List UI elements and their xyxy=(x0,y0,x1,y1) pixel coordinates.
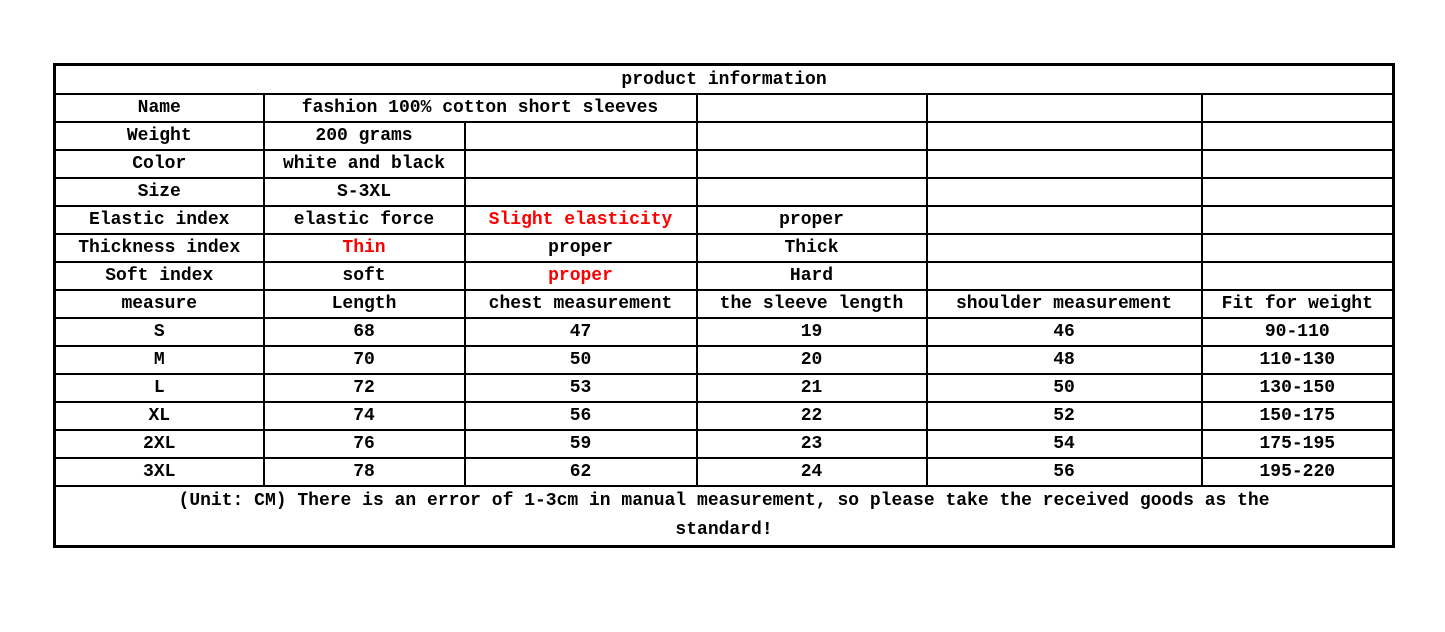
table-cell: 56 xyxy=(465,402,697,430)
row-size-m xyxy=(55,346,1394,374)
table-cell: 20 xyxy=(697,346,927,374)
row-measure-header xyxy=(55,290,1394,318)
table-cell: proper xyxy=(465,234,697,262)
table-cell: 62 xyxy=(465,458,697,486)
table-cell: 74 xyxy=(264,402,465,430)
table-cell xyxy=(927,150,1202,178)
row-size-s xyxy=(55,318,1394,346)
table-title: product information xyxy=(55,65,1394,95)
table-cell: fashion 100% cotton short sleeves xyxy=(264,94,697,122)
table-cell xyxy=(1202,206,1394,234)
table-cell: Length xyxy=(264,290,465,318)
table-cell: 2XL xyxy=(55,430,264,458)
row-elastic-index xyxy=(55,206,1394,234)
table-cell: 3XL xyxy=(55,458,264,486)
table-cell xyxy=(465,122,697,150)
row-color xyxy=(55,150,1394,178)
table-cell: 70 xyxy=(264,346,465,374)
table-cell: 110-130 xyxy=(1202,346,1394,374)
table-cell xyxy=(697,178,927,206)
table-cell: Thickness index xyxy=(55,234,264,262)
table-cell: 50 xyxy=(465,346,697,374)
table-cell: 22 xyxy=(697,402,927,430)
table-cell: L xyxy=(55,374,264,402)
table-cell: 150-175 xyxy=(1202,402,1394,430)
row-size-xl xyxy=(55,402,1394,430)
table-cell xyxy=(1202,150,1394,178)
table-cell: chest measurement xyxy=(465,290,697,318)
table-cell: 53 xyxy=(465,374,697,402)
row-size-3xl xyxy=(55,458,1394,486)
table-cell: Weight xyxy=(55,122,264,150)
table-cell: 68 xyxy=(264,318,465,346)
table-cell xyxy=(697,122,927,150)
table-cell: 59 xyxy=(465,430,697,458)
table-cell xyxy=(1202,178,1394,206)
table-cell: shoulder measurement xyxy=(927,290,1202,318)
table-cell: proper xyxy=(697,206,927,234)
table-cell: 56 xyxy=(927,458,1202,486)
table-cell: measure xyxy=(55,290,264,318)
table-cell: 72 xyxy=(264,374,465,402)
table-cell: Color xyxy=(55,150,264,178)
table-cell: 52 xyxy=(927,402,1202,430)
table-cell: 76 xyxy=(264,430,465,458)
table-cell xyxy=(927,262,1202,290)
table-cell xyxy=(927,234,1202,262)
table-cell: M xyxy=(55,346,264,374)
table-cell xyxy=(927,178,1202,206)
table-cell: 47 xyxy=(465,318,697,346)
table-cell xyxy=(927,206,1202,234)
table-cell: soft xyxy=(264,262,465,290)
table-cell: 24 xyxy=(697,458,927,486)
table-cell xyxy=(927,94,1202,122)
table-cell: 50 xyxy=(927,374,1202,402)
table-cell: 195-220 xyxy=(1202,458,1394,486)
table-footer-row xyxy=(55,486,1394,547)
table-cell: 46 xyxy=(927,318,1202,346)
table-cell: Fit for weight xyxy=(1202,290,1394,318)
table-cell: Hard xyxy=(697,262,927,290)
table-cell xyxy=(697,94,927,122)
table-cell: Slight elasticity xyxy=(465,206,697,234)
table-cell: Name xyxy=(55,94,264,122)
table-cell: white and black xyxy=(264,150,465,178)
table-cell: 19 xyxy=(697,318,927,346)
table-cell: 90-110 xyxy=(1202,318,1394,346)
table-cell: Thin xyxy=(264,234,465,262)
table-cell xyxy=(927,122,1202,150)
table-cell: 78 xyxy=(264,458,465,486)
table-cell xyxy=(1202,234,1394,262)
table-cell: Size xyxy=(55,178,264,206)
table-cell: S-3XL xyxy=(264,178,465,206)
table-cell: proper xyxy=(465,262,697,290)
table-cell xyxy=(1202,262,1394,290)
table-cell: Elastic index xyxy=(55,206,264,234)
table-cell: 21 xyxy=(697,374,927,402)
table-cell xyxy=(1202,94,1394,122)
table-cell: Thick xyxy=(697,234,927,262)
row-soft-index xyxy=(55,262,1394,290)
table-cell: 175-195 xyxy=(1202,430,1394,458)
row-weight xyxy=(55,122,1394,150)
row-name xyxy=(55,94,1394,122)
product-information-table xyxy=(53,63,1395,548)
table-cell xyxy=(1202,122,1394,150)
unit-note-cell xyxy=(55,486,1394,547)
table-cell: 48 xyxy=(927,346,1202,374)
table-cell: XL xyxy=(55,402,264,430)
row-size-2xl xyxy=(55,430,1394,458)
row-size xyxy=(55,178,1394,206)
unit-note-text: (Unit: CM) There is an error of 1-3cm in manual measurement, so please take the received goods as the standard! xyxy=(178,491,1270,540)
table-cell: 200 grams xyxy=(264,122,465,150)
table-cell: Soft index xyxy=(55,262,264,290)
table-cell xyxy=(697,150,927,178)
table-cell: 23 xyxy=(697,430,927,458)
table-cell: 54 xyxy=(927,430,1202,458)
table-cell: elastic force xyxy=(264,206,465,234)
row-thickness-index xyxy=(55,234,1394,262)
table-cell: S xyxy=(55,318,264,346)
row-size-l xyxy=(55,374,1394,402)
table-cell: the sleeve length xyxy=(697,290,927,318)
table-cell xyxy=(465,178,697,206)
table-title-row xyxy=(55,65,1394,95)
table-cell: 130-150 xyxy=(1202,374,1394,402)
table-cell xyxy=(465,150,697,178)
